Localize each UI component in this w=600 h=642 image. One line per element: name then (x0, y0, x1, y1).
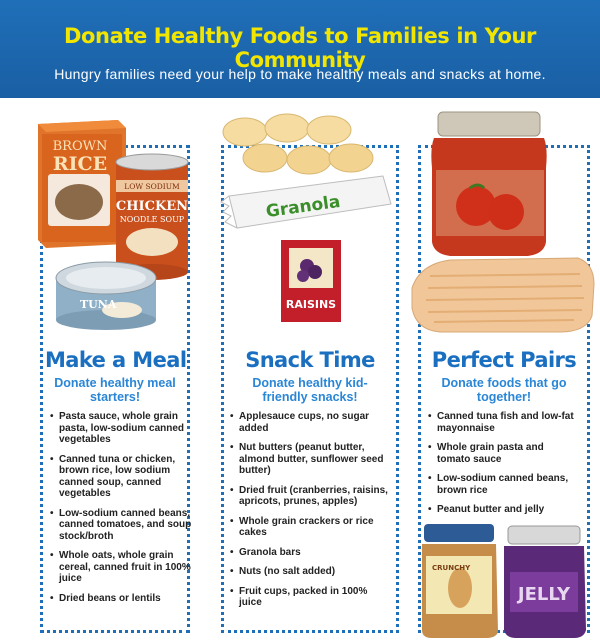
list-item: • Nut butters (peanut butter, almond butter, sunflower seed butter) (230, 442, 392, 477)
applesauce-cups-icon (223, 114, 373, 174)
pasta-package-icon (412, 258, 594, 332)
list-item: • Fruit cups, packed in 100% juice (230, 586, 392, 609)
page-subtitle: Hungry families need your help to make healthy meals and snacks at home. (54, 66, 546, 82)
svg-text:CHICKEN: CHICKEN (115, 199, 189, 214)
list-item: • Peanut butter and jelly (428, 504, 578, 516)
pairs-illustration (410, 108, 600, 333)
page-title: Donate Healthy Foods to Families in Your Community (63, 24, 536, 72)
content-area (0, 98, 600, 642)
list-item: • Canned tuna or chicken, brown rice, low sodium canned soup, canned vegetables (50, 454, 198, 500)
chicken-soup-can-icon (116, 154, 188, 280)
svg-text:JELLY: JELLY (517, 584, 571, 605)
header-banner (0, 0, 600, 98)
list-item: • Pasta sauce, whole grain pasta, low-sodium canned vegetables (50, 411, 198, 446)
list-item: • Applesauce cups, no sugar added (230, 411, 392, 434)
list-item: • Whole grain pasta and tomato sauce (428, 442, 578, 465)
svg-text:RICE: RICE (52, 153, 108, 175)
column-subheading-snack-time: Donate healthy kid-friendly snacks! (252, 376, 368, 404)
list-item: • Nuts (no salt added) (230, 566, 392, 578)
list-item: • Whole grain crackers or rice cakes (230, 516, 392, 539)
tomato-sauce-jar-icon (431, 112, 546, 256)
meal-starters-illustration (30, 116, 200, 331)
granola-bar-icon (221, 176, 391, 228)
list-item: • Canned tuna fish and low-fat mayonnaise (428, 411, 578, 434)
tuna-can-icon (56, 262, 156, 330)
peanut-butter-jar-icon (422, 524, 498, 638)
svg-text:Granola: Granola (264, 191, 342, 223)
svg-text:NOODLE SOUP: NOODLE SOUP (119, 215, 185, 224)
item-list-make-a-meal (50, 411, 198, 612)
item-list-snack-time (230, 411, 392, 617)
list-item: • Dried fruit (cranberries, raisins, apricots, prunes, apples) (230, 485, 392, 508)
svg-text:LOW SODIUM: LOW SODIUM (124, 182, 180, 191)
column-heading-perfect-pairs: Perfect Pairs (422, 348, 586, 372)
item-list-perfect-pairs (428, 411, 578, 524)
snacks-illustration (215, 108, 405, 333)
jelly-jar-icon (504, 526, 586, 638)
brown-rice-box-icon (38, 120, 126, 248)
column-subheading-perfect-pairs: Donate foods that go together! (441, 376, 567, 404)
list-item: • Low-sodium canned beans, canned tomatoes, and soup stock/broth (50, 508, 198, 543)
list-item: • Whole oats, whole grain cereal, canned fruit in 100% juice (50, 550, 198, 585)
column-subheading-make-a-meal: Donate healthy meal starters! (54, 376, 176, 404)
svg-text:CRUNCHY: CRUNCHY (432, 564, 471, 572)
svg-text:BROWN: BROWN (52, 139, 108, 154)
column-heading-make-a-meal: Make a Meal (45, 348, 187, 372)
list-item: • Low-sodium canned beans, brown rice (428, 473, 578, 496)
list-item: • Granola bars (230, 547, 392, 559)
raisins-box-icon (281, 240, 341, 322)
column-heading-snack-time: Snack Time (232, 348, 388, 372)
svg-text:TUNA: TUNA (80, 298, 117, 311)
svg-text:RAISINS: RAISINS (285, 298, 337, 311)
list-item: • Dried beans or lentils (50, 593, 198, 605)
pb-and-jelly-illustration (420, 522, 590, 638)
